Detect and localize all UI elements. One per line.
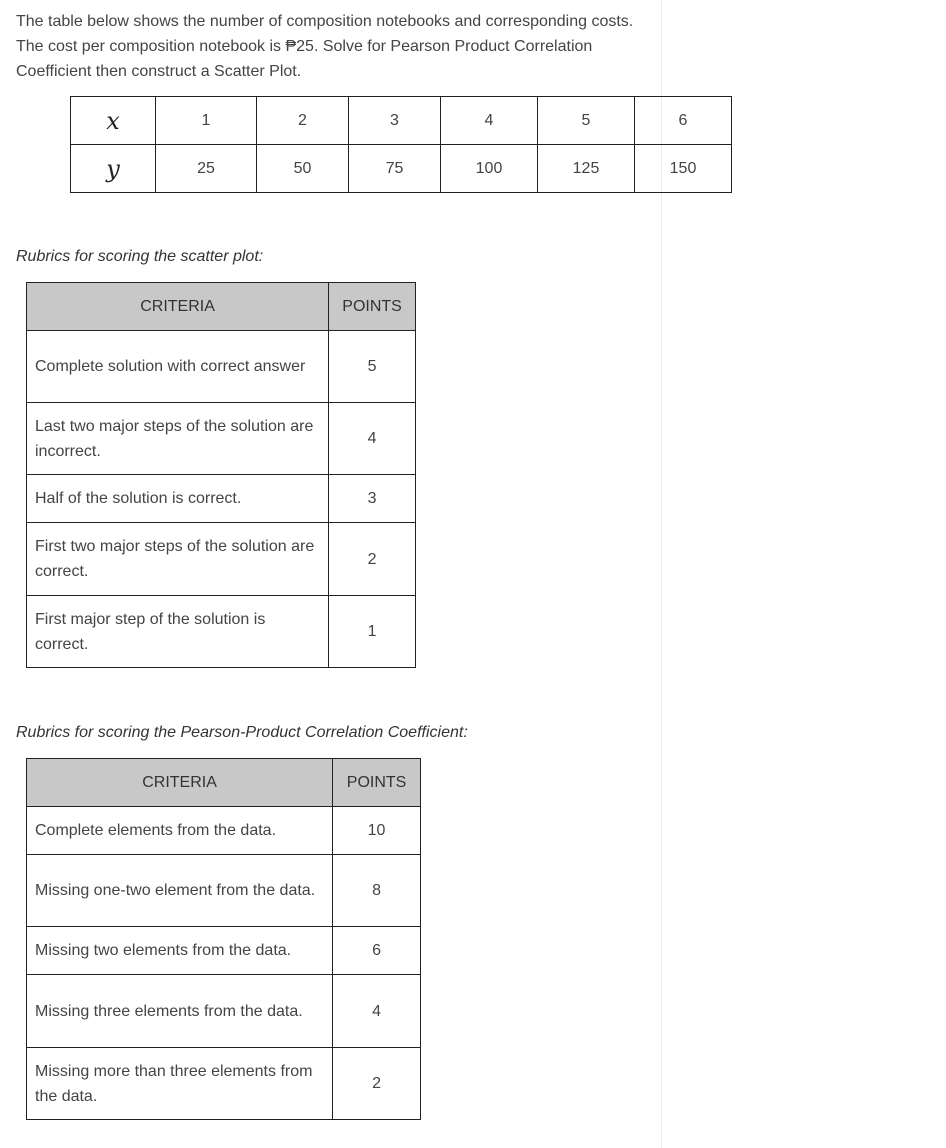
points-header: POINTS: [329, 283, 416, 331]
table-row: [27, 855, 421, 927]
x-row: [71, 97, 732, 145]
criteria-cell: First major step of the solution is correct.: [27, 596, 329, 668]
x-value: 1: [156, 97, 257, 145]
points-cell: 10: [333, 807, 421, 855]
points-cell: 4: [333, 975, 421, 1048]
y-value: 75: [349, 145, 441, 193]
table-row: [27, 596, 416, 668]
table-row: [27, 807, 421, 855]
points-cell: 4: [329, 403, 416, 475]
data-table: [70, 96, 732, 193]
x-value: 3: [349, 97, 441, 145]
table-row: [27, 1048, 421, 1120]
x-value: 6: [635, 97, 732, 145]
scatter-rubric-table: [26, 282, 416, 668]
table-row: [27, 523, 416, 596]
table-row: [27, 331, 416, 403]
criteria-cell: Complete solution with correct answer: [27, 331, 329, 403]
y-value: 50: [257, 145, 349, 193]
table-row: [27, 403, 416, 475]
scatter-rubric-heading: Rubrics for scoring the scatter plot:: [16, 248, 264, 265]
x-value: 5: [538, 97, 635, 145]
criteria-cell: Missing three elements from the data.: [27, 975, 333, 1048]
points-header: POINTS: [333, 759, 421, 807]
points-cell: 3: [329, 475, 416, 523]
points-cell: 8: [333, 855, 421, 927]
y-label: y: [71, 145, 156, 193]
criteria-header: CRITERIA: [27, 283, 329, 331]
points-cell: 1: [329, 596, 416, 668]
points-cell: 2: [333, 1048, 421, 1120]
table-row: [27, 475, 416, 523]
y-row: [71, 145, 732, 193]
points-cell: 5: [329, 331, 416, 403]
y-value: 100: [441, 145, 538, 193]
pearson-rubric-heading: Rubrics for scoring the Pearson-Product Correlation Coefficient:: [16, 724, 468, 741]
x-value: 2: [257, 97, 349, 145]
criteria-cell: Last two major steps of the solution are incorrect.: [27, 403, 329, 475]
x-value: 4: [441, 97, 538, 145]
criteria-cell: Half of the solution is correct.: [27, 475, 329, 523]
y-value: 25: [156, 145, 257, 193]
x-label: x: [71, 97, 156, 145]
table-row: [27, 975, 421, 1048]
problem-statement: The table below shows the number of composition notebooks and corresponding costs. The cost per composition notebook is ₱25. Solve for Pearson Product Correlation Coefficient then construct a Scatter Plot.: [16, 13, 634, 80]
criteria-cell: Missing two elements from the data.: [27, 927, 333, 975]
y-value: 150: [635, 145, 732, 193]
y-value: 125: [538, 145, 635, 193]
table-row: [27, 927, 421, 975]
criteria-cell: First two major steps of the solution are correct.: [27, 523, 329, 596]
criteria-header: CRITERIA: [27, 759, 333, 807]
pearson-rubric-table: [26, 758, 421, 1120]
criteria-cell: Complete elements from the data.: [27, 807, 333, 855]
points-cell: 6: [333, 927, 421, 975]
criteria-cell: Missing more than three elements from the data.: [27, 1048, 333, 1120]
points-cell: 2: [329, 523, 416, 596]
criteria-cell: Missing one-two element from the data.: [27, 855, 333, 927]
